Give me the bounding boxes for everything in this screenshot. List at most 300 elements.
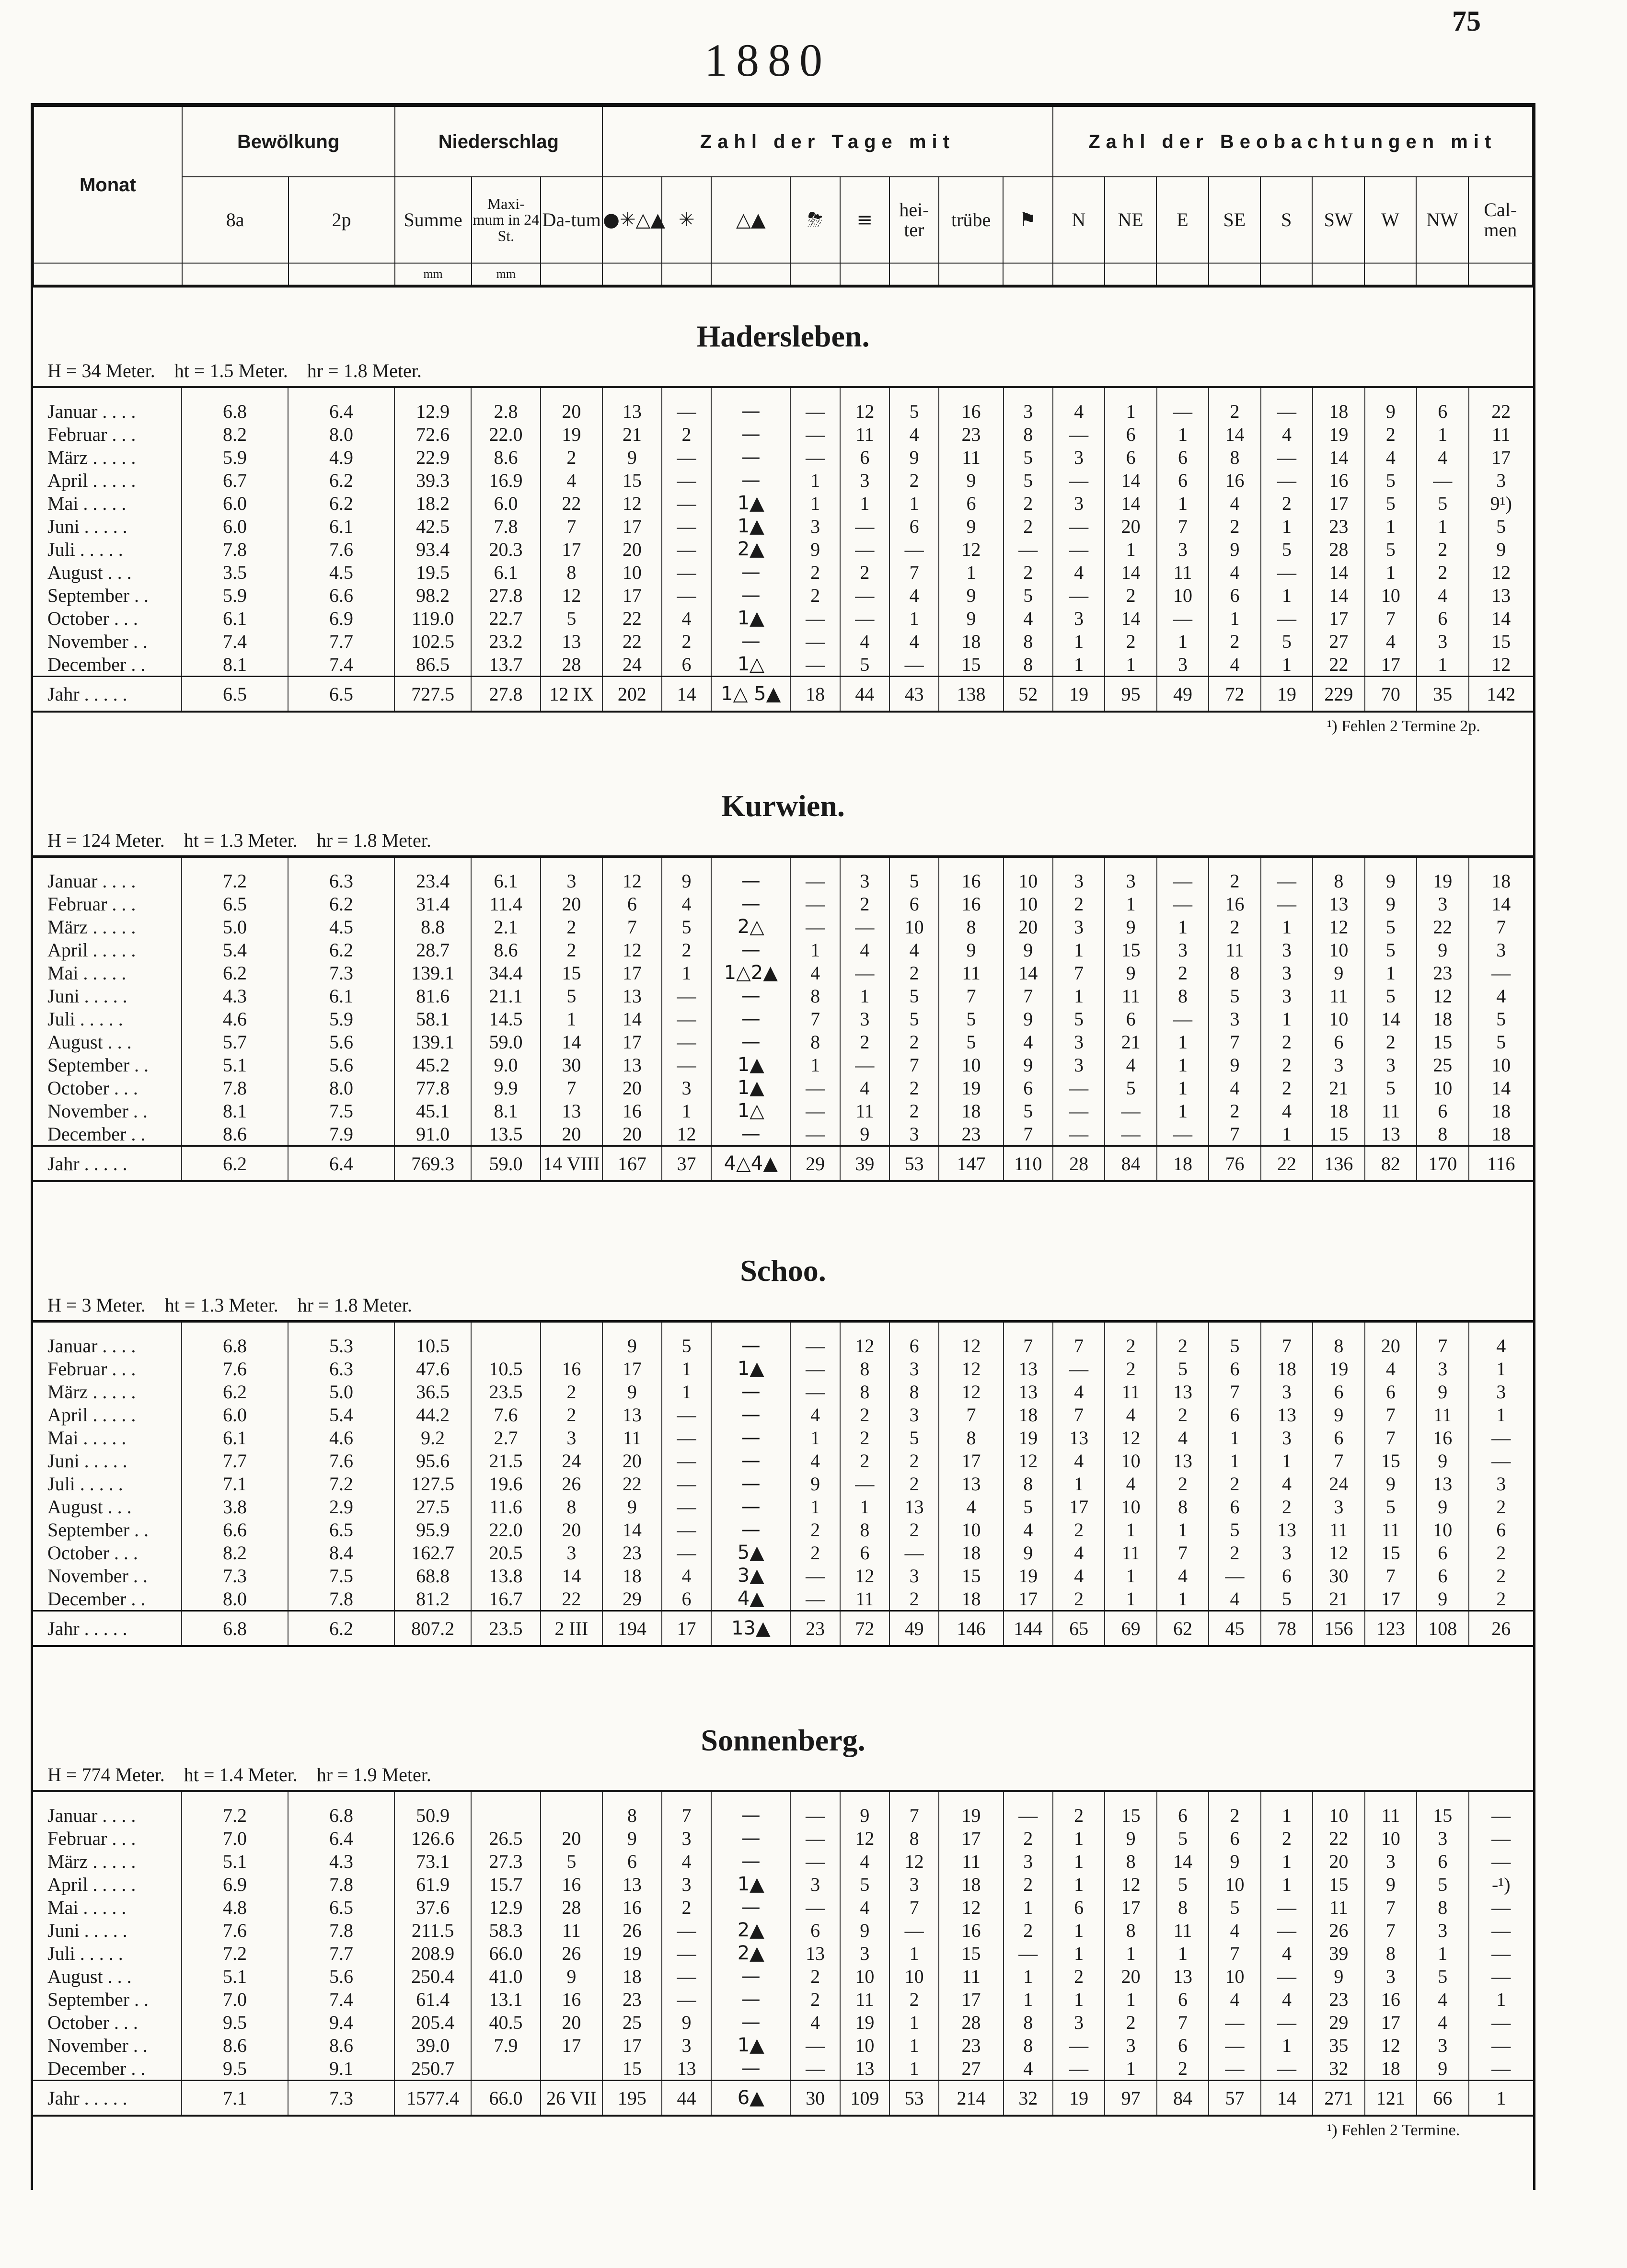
table-cell: 22 <box>1313 1827 1364 1850</box>
table-cell: 4 <box>1209 492 1260 515</box>
table-row <box>33 892 1533 915</box>
table-cell: 1 <box>1157 492 1209 515</box>
table-cell: 5.6 <box>288 1965 394 1988</box>
month-label: Februar . . . <box>47 893 136 915</box>
table-cell: 3 <box>1004 1850 1053 1873</box>
table-cell: 15 <box>939 653 1003 677</box>
table-cell: 61.9 <box>394 1873 471 1896</box>
table-cell: — <box>711 984 790 1007</box>
table-cell: 12 <box>1105 1426 1156 1449</box>
table-cell: 1 <box>889 2057 939 2081</box>
table-cell: 2 <box>1261 1030 1313 1053</box>
table-cell: 68.8 <box>394 1564 471 1587</box>
table-cell: 8 <box>889 1827 939 1850</box>
station-elevation: H = 3 Meter. ht = 1.3 Meter. hr = 1.8 Meter. <box>47 1294 412 1316</box>
table-cell: 16 <box>602 1099 662 1122</box>
table-cell: 16.9 <box>471 469 541 492</box>
table-cell: 2 <box>1469 1495 1533 1518</box>
table-cell: 17 <box>602 584 662 607</box>
table-cell: 5 <box>840 1873 889 1896</box>
table-cell: 5 <box>1365 1076 1417 1099</box>
table-cell: — <box>790 1334 840 1357</box>
table-cell: 14 <box>1469 1076 1533 1099</box>
table-cell: 2 <box>889 469 939 492</box>
table-cell: 13 <box>1157 1449 1209 1472</box>
table-cell: 10 <box>1209 1965 1260 1988</box>
year-total-cell: 727.5 <box>394 677 471 712</box>
table-cell: 6 <box>1261 1564 1313 1587</box>
month-label: August . . . <box>47 1031 132 1053</box>
table-cell: 20 <box>541 1122 602 1146</box>
table-cell: 5 <box>1365 469 1417 492</box>
table-cell: 6 <box>602 892 662 915</box>
table-cell: — <box>1261 2057 1313 2081</box>
table-row <box>33 1873 1533 1896</box>
table-cell: 1 <box>541 1007 602 1030</box>
table-cell: 24 <box>1313 1472 1364 1495</box>
table-cell: 1 <box>889 492 939 515</box>
table-cell: 5.4 <box>288 1403 394 1426</box>
table-cell: 20 <box>602 1449 662 1472</box>
table-cell: 12 <box>840 1334 889 1357</box>
table-cell: 29 <box>1313 2011 1364 2034</box>
table-cell: 13 <box>602 984 662 1007</box>
table-cell: 2 <box>1209 1099 1260 1122</box>
table-row <box>33 984 1533 1007</box>
table-cell: 7.8 <box>288 1919 394 1942</box>
table-cell: — <box>711 1518 790 1541</box>
table-cell: — <box>1469 1942 1533 1965</box>
table-cell: 1 <box>790 1426 840 1449</box>
table-cell: 6 <box>1004 1076 1053 1099</box>
year-total-cell: 14 VIII <box>541 1146 602 1182</box>
table-cell: 3 <box>541 1541 602 1564</box>
table-cell: 81.6 <box>394 984 471 1007</box>
table-row <box>33 1334 1533 1357</box>
table-cell: — <box>840 607 889 630</box>
table-cell: 2 <box>662 630 711 653</box>
table-cell: 5.6 <box>288 1030 394 1053</box>
table-cell: 6.3 <box>288 869 394 892</box>
header-tag-col-3: ⛈ <box>790 177 840 263</box>
table-cell: — <box>1261 1919 1313 1942</box>
table-cell: 1 <box>790 938 840 961</box>
table-cell: 5 <box>1469 515 1533 538</box>
table-cell: 3 <box>662 2034 711 2057</box>
table-cell: 6.8 <box>182 400 288 423</box>
table-cell: 7 <box>1365 1564 1417 1587</box>
table-cell: 13 <box>602 1053 662 1076</box>
table-cell: — <box>1157 869 1209 892</box>
station-name: Hadersleben. <box>696 319 870 353</box>
table-cell: 7.7 <box>288 630 394 653</box>
table-cell: 10 <box>1209 1873 1260 1896</box>
table-cell: 6 <box>1313 1030 1364 1053</box>
table-cell: 7 <box>1209 1122 1260 1146</box>
table-cell: 28 <box>1313 538 1364 561</box>
table-cell: 13 <box>1261 1403 1313 1426</box>
year-total-cell: 229 <box>1313 677 1364 712</box>
year-total-cell: 195 <box>602 2081 662 2116</box>
table-cell: — <box>790 1357 840 1380</box>
table-cell: 6 <box>1157 1988 1209 2011</box>
table-cell: 1 <box>1105 1942 1156 1965</box>
table-cell: 17 <box>1365 653 1417 677</box>
table-cell: 5 <box>939 1030 1003 1053</box>
table-cell: 95.9 <box>394 1518 471 1541</box>
table-cell: 102.5 <box>394 630 471 653</box>
table-cell <box>471 1804 541 1827</box>
station-table <box>33 1320 1533 1647</box>
table-cell: — <box>790 446 840 469</box>
table-row <box>33 538 1533 561</box>
table-cell: 4 <box>1209 561 1260 584</box>
table-cell: 14 <box>1469 892 1533 915</box>
table-cell: 7.8 <box>182 538 288 561</box>
table-cell: 9 <box>662 2011 711 2034</box>
table-cell: 19.5 <box>394 561 471 584</box>
table-cell: 4 <box>1053 1380 1105 1403</box>
table-cell: 13 <box>602 400 662 423</box>
table-cell: 4 <box>790 2011 840 2034</box>
table-cell: 1 <box>1105 2057 1156 2081</box>
table-cell: 3 <box>790 1873 840 1896</box>
table-cell: 23 <box>939 1122 1003 1146</box>
year-total-cell: 82 <box>1365 1146 1417 1182</box>
table-cell: 5 <box>1157 1873 1209 1896</box>
month-label: October . . . <box>47 1077 138 1099</box>
table-cell: 6 <box>1157 446 1209 469</box>
table-cell: 22.9 <box>394 446 471 469</box>
table-cell: 4 <box>541 469 602 492</box>
year-total-cell: 116 <box>1469 1146 1533 1182</box>
table-cell: 2 <box>1209 1472 1260 1495</box>
table-cell: 45.2 <box>394 1053 471 1076</box>
table-cell: 16 <box>602 1896 662 1919</box>
table-cell: 7.6 <box>182 1919 288 1942</box>
table-cell: 5 <box>1261 538 1313 561</box>
table-cell: — <box>840 1472 889 1495</box>
table-cell: 2 <box>840 892 889 915</box>
table-cell: 12 <box>840 1564 889 1587</box>
table-cell: — <box>840 584 889 607</box>
table-cell: 3 <box>1105 869 1156 892</box>
table-cell: 9 <box>1469 538 1533 561</box>
table-cell: 20.3 <box>471 538 541 561</box>
table-cell: 16 <box>1209 469 1260 492</box>
table-cell: 4 <box>889 584 939 607</box>
table-cell: 3 <box>541 1426 602 1449</box>
table-cell: 4 <box>1261 423 1313 446</box>
header-subcolumns <box>34 177 1533 263</box>
table-cell: 9 <box>1417 1449 1468 1472</box>
table-cell: 17 <box>939 1988 1003 2011</box>
table-cell: — <box>662 1919 711 1942</box>
table-cell: 9 <box>1417 1495 1468 1518</box>
table-cell: 5 <box>541 607 602 630</box>
table-cell: 9 <box>1417 1587 1468 1611</box>
year-total-cell: 69 <box>1105 1611 1156 1646</box>
table-cell: 7.0 <box>182 1988 288 2011</box>
table-cell: 3 <box>1469 1380 1533 1403</box>
table-cell: 12 <box>1417 984 1468 1007</box>
table-cell: 29 <box>602 1587 662 1611</box>
month-label: Mai . . . . . <box>47 492 127 514</box>
month-label: Juni . . . . . <box>47 985 127 1007</box>
table-cell: — <box>1469 1827 1533 1850</box>
table-row <box>33 653 1533 677</box>
table-cell: 8.6 <box>182 1122 288 1146</box>
table-cell: 9 <box>1004 1541 1053 1564</box>
table-cell: 6 <box>889 515 939 538</box>
year-total-cell: 53 <box>889 2081 939 2116</box>
table-cell: — <box>711 1988 790 2011</box>
table-cell: 15 <box>602 2057 662 2081</box>
table-cell: 2 <box>840 1403 889 1426</box>
table-cell: 3 <box>662 1827 711 1850</box>
table-cell: 6 <box>662 653 711 677</box>
year-total-cell: 22 <box>1261 1146 1313 1182</box>
table-cell: 11 <box>602 1426 662 1449</box>
table-cell: 4 <box>1365 1357 1417 1380</box>
table-cell: 2 <box>541 446 602 469</box>
table-cell: 23 <box>939 423 1003 446</box>
table-cell: 12.9 <box>471 1896 541 1919</box>
table-cell: 1▲ <box>711 2034 790 2057</box>
table-cell: 2 <box>1417 538 1468 561</box>
table-cell: 35 <box>1313 2034 1364 2057</box>
page-year: 1880 <box>704 35 831 86</box>
table-cell: 3 <box>1004 400 1053 423</box>
table-cell: 11 <box>939 961 1003 984</box>
table-cell: 1 <box>790 1053 840 1076</box>
table-cell: 5 <box>1365 538 1417 561</box>
table-cell: 7 <box>889 1053 939 1076</box>
table-row <box>33 1076 1533 1099</box>
table-cell: 1 <box>889 1942 939 1965</box>
table-cell: 13.1 <box>471 1988 541 2011</box>
table-cell: — <box>1053 2057 1105 2081</box>
table-cell: 3 <box>1365 1850 1417 1873</box>
table-cell: 27 <box>1313 630 1364 653</box>
table-row <box>33 1896 1533 1919</box>
table-cell: 8.6 <box>471 938 541 961</box>
table-cell: 6 <box>1157 1804 1209 1827</box>
table-cell: 9 <box>1417 2057 1468 2081</box>
table-cell: 22 <box>1417 915 1468 938</box>
table-cell: 5 <box>1157 1827 1209 1850</box>
table-cell: 2 <box>840 1449 889 1472</box>
table-cell: 10 <box>602 561 662 584</box>
table-cell: 5 <box>889 984 939 1007</box>
table-cell: — <box>790 1827 840 1850</box>
table-cell: 4 <box>1157 1426 1209 1449</box>
table-cell: 9 <box>1313 1403 1364 1426</box>
table-frame <box>31 103 1535 2190</box>
table-cell: 19 <box>1004 1564 1053 1587</box>
table-row <box>33 1518 1533 1541</box>
table-cell: — <box>1261 2011 1313 2034</box>
table-cell: 3 <box>889 1873 939 1896</box>
table-cell: 5.3 <box>288 1334 394 1357</box>
station-elevation: H = 124 Meter. ht = 1.3 Meter. hr = 1.8 Meter. <box>47 829 431 851</box>
table-cell: 4 <box>1105 1472 1156 1495</box>
table-cell: 4 <box>889 938 939 961</box>
year-total-cell: 194 <box>602 1611 662 1646</box>
table-cell: — <box>1004 1804 1053 1827</box>
table-cell: 11 <box>939 446 1003 469</box>
table-cell: 2 <box>1261 1827 1313 1850</box>
table-cell: 7.7 <box>288 1942 394 1965</box>
table-cell: 1 <box>1105 538 1156 561</box>
table-cell: 3.8 <box>182 1495 288 1518</box>
table-cell: 4 <box>1157 1564 1209 1587</box>
table-cell: 4.6 <box>182 1007 288 1030</box>
table-cell: 10.5 <box>471 1357 541 1380</box>
table-cell: 6.9 <box>288 607 394 630</box>
table-cell: 30 <box>541 1053 602 1076</box>
table-cell: 58.1 <box>394 1007 471 1030</box>
table-cell: — <box>790 423 840 446</box>
table-cell <box>471 2057 541 2081</box>
table-cell: 9.0 <box>471 1053 541 1076</box>
table-cell: 7 <box>1365 1896 1417 1919</box>
month-label: Juni . . . . . <box>47 515 127 537</box>
table-cell: 7 <box>790 1007 840 1030</box>
table-cell: 5 <box>1004 584 1053 607</box>
table-cell: 3 <box>1053 915 1105 938</box>
table-cell: 2 <box>889 1076 939 1099</box>
table-cell: 3 <box>1261 984 1313 1007</box>
table-cell: 12 <box>1313 1541 1364 1564</box>
table-cell: 2 <box>790 561 840 584</box>
table-cell: 6 <box>1209 1827 1260 1850</box>
table-cell: 15 <box>602 469 662 492</box>
table-cell: 7 <box>1417 1334 1468 1357</box>
table-cell: 5 <box>840 653 889 677</box>
table-cell: 9 <box>1209 538 1260 561</box>
table-cell: 16 <box>1417 1426 1468 1449</box>
table-cell: 93.4 <box>394 538 471 561</box>
table-cell: 13 <box>889 1495 939 1518</box>
table-cell: 9 <box>1417 1380 1468 1403</box>
table-row <box>33 1403 1533 1426</box>
table-cell: 1 <box>662 1099 711 1122</box>
table-cell: 9 <box>939 607 1003 630</box>
table-row <box>33 2034 1533 2057</box>
table-cell: 4 <box>662 892 711 915</box>
table-cell: 17 <box>602 515 662 538</box>
year-total-cell: 72 <box>1209 677 1260 712</box>
table-cell: 40.5 <box>471 2011 541 2034</box>
table-cell: 4▲ <box>711 1587 790 1611</box>
year-total-cell: 72 <box>840 1611 889 1646</box>
table-cell: 12 <box>1004 1449 1053 1472</box>
table-cell: — <box>1261 446 1313 469</box>
header-tag-col-5: hei-ter <box>889 177 939 263</box>
table-cell: 2 <box>1004 515 1053 538</box>
table-cell: 14 <box>1469 607 1533 630</box>
year-total-cell: 1△ 5▲ <box>711 677 790 712</box>
table-cell: 2 <box>1053 892 1105 915</box>
year-total-cell: 13▲ <box>711 1611 790 1646</box>
table-cell: 5.0 <box>288 1380 394 1403</box>
table-cell: 1 <box>1053 1988 1105 2011</box>
table-cell: 13 <box>790 1942 840 1965</box>
table-cell <box>541 1804 602 1827</box>
table-cell: 3 <box>1157 938 1209 961</box>
table-cell: 5 <box>1105 1076 1156 1099</box>
table-row <box>33 607 1533 630</box>
table-cell: 7 <box>662 1804 711 1827</box>
table-cell: — <box>790 1564 840 1587</box>
table-cell: 19.6 <box>471 1472 541 1495</box>
header-wind-se: SE <box>1209 177 1260 263</box>
table-cell: 1 <box>662 1357 711 1380</box>
table-cell: 12 <box>1469 561 1533 584</box>
table-cell: 10 <box>889 915 939 938</box>
table-cell: 21.1 <box>471 984 541 1007</box>
table-cell: 2 <box>889 1988 939 2011</box>
table-row <box>33 1099 1533 1122</box>
table-cell: — <box>790 2057 840 2081</box>
table-cell: 9 <box>1209 1850 1260 1873</box>
table-cell: 1 <box>1053 1873 1105 1896</box>
table-cell: 1 <box>1004 1988 1053 2011</box>
table-cell: 6.3 <box>288 1357 394 1380</box>
table-cell: 16 <box>1209 892 1260 915</box>
table-cell: — <box>662 1988 711 2011</box>
table-cell: — <box>662 1449 711 1472</box>
table-row <box>33 492 1533 515</box>
table-cell: 16.7 <box>471 1587 541 1611</box>
table-cell: 8.2 <box>182 423 288 446</box>
year-total-cell: 19 <box>1053 2081 1105 2116</box>
station-name: Sonnenberg. <box>701 1723 865 1757</box>
table-cell: 32 <box>1313 2057 1364 2081</box>
table-cell: 23 <box>602 1988 662 2011</box>
year-total-cell: 17 <box>662 1611 711 1646</box>
table-row <box>33 1587 1533 1611</box>
table-cell: 22 <box>1313 653 1364 677</box>
table-cell: 3 <box>662 1076 711 1099</box>
year-total-cell: 65 <box>1053 1611 1105 1646</box>
table-cell: 3 <box>1157 538 1209 561</box>
table-cell: 3 <box>541 869 602 892</box>
year-total-cell: 66 <box>1417 2081 1468 2116</box>
table-cell: 3.5 <box>182 561 288 584</box>
table-cell: — <box>1053 584 1105 607</box>
table-cell: 6.0 <box>471 492 541 515</box>
table-cell: 15 <box>1105 938 1156 961</box>
table-cell: 7 <box>1053 961 1105 984</box>
table-cell: 6.2 <box>182 961 288 984</box>
table-cell: 6.1 <box>182 607 288 630</box>
table-cell: — <box>711 1495 790 1518</box>
table-cell: 10 <box>1365 584 1417 607</box>
year-total-cell: 49 <box>889 1611 939 1646</box>
table-cell: 2.8 <box>471 400 541 423</box>
table-cell: 12 <box>840 1827 889 1850</box>
year-total-cell: 110 <box>1004 1146 1053 1182</box>
table-cell: 12 <box>939 1334 1003 1357</box>
table-cell: 1 <box>662 1380 711 1403</box>
table-cell: 3 <box>840 1007 889 1030</box>
table-cell: 13 <box>1004 1380 1053 1403</box>
year-total-cell: 18 <box>1157 1146 1209 1182</box>
table-row <box>33 1030 1533 1053</box>
table-cell: 4 <box>662 607 711 630</box>
